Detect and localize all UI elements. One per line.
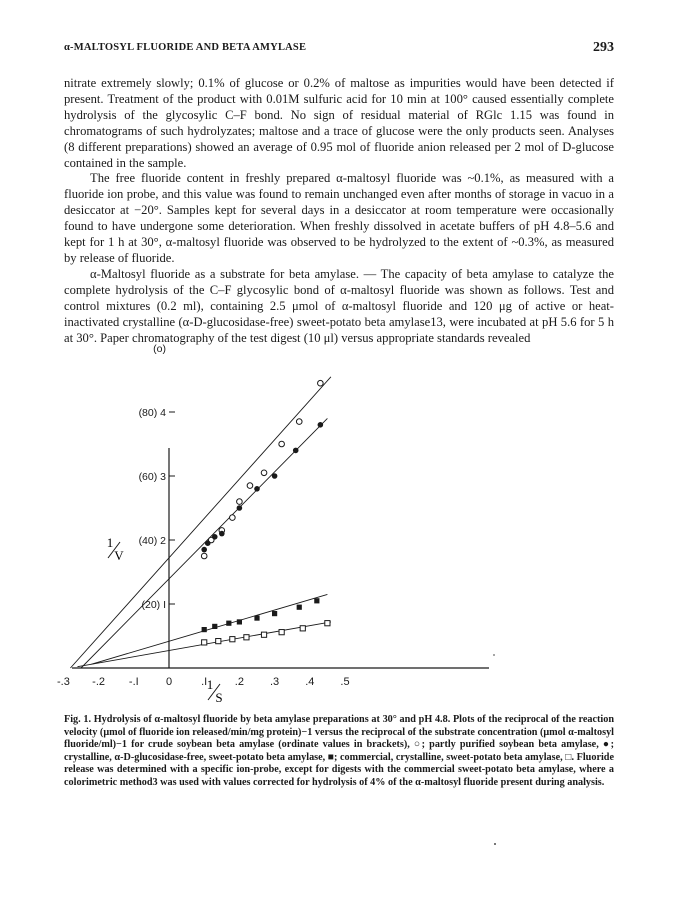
point-open-circle	[247, 483, 253, 489]
y-tick-label: (60) 3	[138, 471, 166, 483]
x-tick-label: -.I	[128, 676, 139, 688]
x-axis-label	[207, 677, 223, 705]
point-filled-circle	[318, 422, 324, 428]
point-open-square	[216, 639, 221, 644]
point-open-square	[244, 635, 249, 640]
paragraph-3: α-Maltosyl fluoride as a substrate for beta amylase. — The capacity of beta amylase to catalyze the complete hydrolysis of the C–F glycosylic bond of α-maltosyl fluoride was shown as follows. Test and control mixtures (0.2 ml), containing 2.5 μmol of α-maltosyl fluoride and 120 μg of active or heat-inactivated crystalline (α-D-glucosidase-free) sweet-potato beta amylase13, were incubated at pH 5.6 for 5 h at 30°. Paper chromatography of the test digest (10 μl) versus appropriate standards revealed	[64, 266, 614, 345]
y-tick-label: (80) 4	[138, 407, 166, 419]
x-tick-label: .3	[270, 676, 280, 688]
point-filled-circle	[201, 547, 207, 553]
paragraph-2: The free fluoride content in freshly prepared α-maltosyl fluoride was ~0.1%, as measured with a fluoride ion probe, and this value was found to remain unchanged even after months of storage in vacuo in a desiccator at −20°. Samples kept for several days in a desiccator at room temperature were occasionally found to have undergone some deterioration. When freshly dissolved in acetate buffers of pH 4.8–5.6 and kept for 1 h at 30°, α-maltosyl fluoride was observed to be hydrolyzed to the extent of ~0.3%, as measured by release of fluoride.	[64, 171, 614, 265]
point-open-square	[325, 621, 330, 626]
chart-labels	[57, 343, 350, 705]
fit-line-1	[70, 377, 330, 668]
point-filled-circle	[212, 534, 218, 540]
running-header	[64, 42, 614, 60]
point-open-square	[202, 640, 207, 645]
point-filled-square	[237, 619, 242, 624]
point-filled-square	[314, 598, 319, 603]
x-tick-label: 0	[165, 676, 173, 688]
point-filled-square	[254, 615, 259, 620]
point-filled-circle	[293, 448, 299, 454]
x-tick-label: -.3	[56, 676, 70, 688]
point-open-square	[261, 632, 266, 637]
point-filled-circle	[219, 531, 225, 537]
x-tick-label: -.2	[92, 676, 106, 688]
x-axis-label-den: S	[215, 690, 223, 705]
point-open-circle	[261, 470, 267, 476]
figure-1	[56, 343, 614, 712]
y-axis-label-den: V	[114, 548, 124, 563]
y-axis-label-num: 1	[106, 535, 114, 550]
point-open-circle	[201, 553, 207, 559]
y-tick-label: (o)	[153, 343, 166, 355]
lineweaver-burk-plot	[56, 343, 614, 712]
speck-mark	[494, 843, 496, 845]
point-filled-square	[272, 611, 277, 616]
chart-fit-lines	[70, 377, 330, 668]
point-filled-circle	[237, 505, 243, 511]
x-tick-label: .2	[234, 676, 244, 688]
page-number: 293	[593, 40, 614, 55]
point-filled-square	[212, 624, 217, 629]
y-axis-label	[107, 535, 125, 563]
point-open-circle	[296, 419, 302, 425]
speck-dot	[493, 654, 495, 656]
point-open-square	[279, 630, 284, 635]
running-title: α-MALTOSYL FLUORIDE AND BETA AMYLASE	[64, 42, 307, 53]
chart-points	[201, 380, 330, 645]
body-text	[64, 76, 614, 346]
point-open-circle	[318, 380, 324, 386]
point-filled-circle	[254, 486, 260, 492]
y-tick-label: (40) 2	[138, 535, 166, 547]
paragraph-1: nitrate extremely slowly; 0.1% of glucose or 0.2% of maltose as impurities would have been detected if present. Treatment of the product with 0.01M sulfuric acid for 10 min at 100° caused essentially complete hydrolysis of the glycosylic C–F bond. No sign of residual material of RGlc 1.15 was found in chromatograms of such hydrolyzates; maltose and a trace of glucose were the only products seen. Analyses (8 different preparations) showed an average of 0.95 mol of fluoride anion released per 2 mol of D-glucose contained in the sample.	[64, 76, 614, 170]
point-open-square	[230, 637, 235, 642]
point-filled-square	[297, 605, 302, 610]
point-open-square	[300, 626, 305, 631]
caption-text: Fig. 1. Hydrolysis of α-maltosyl fluoride by beta amylase preparations at 30° and pH 4.8. Plots of the reciprocal of the reaction velocity (μmol of fluoride ion released/min/mg protein)−1 versus the reciprocal of the substrate concentration (μmol α-maltosyl fluoride/ml)−1 for crude soybean beta amylase (ordinate values in brackets), ○; partly purified soybean beta amylase, ●; crystalline, α-D-glucosidase-free, sweet-potato beta amylase, ■; commercial, crystalline, sweet-potato beta amylase, □. Fluoride release was determined with a specific ion-probe, except for digests with the commercial sweet-potato beta amylase, where a colorimetric method3 was used with values corrected for hydrolysis of 4% of the α-maltosyl fluoride present during analysis.	[64, 714, 614, 788]
x-tick-label: .I	[201, 676, 208, 688]
x-tick-label: .4	[305, 676, 315, 688]
x-tick-label: .5	[340, 676, 350, 688]
point-open-circle	[279, 441, 285, 447]
point-open-circle	[230, 515, 236, 521]
point-open-circle	[237, 499, 243, 505]
x-axis-label-num: 1	[206, 677, 214, 692]
point-filled-square	[202, 627, 207, 632]
point-filled-square	[226, 621, 231, 626]
figure-caption	[64, 714, 614, 790]
y-tick-label: (20) I	[141, 599, 166, 611]
point-filled-circle	[205, 540, 211, 546]
point-filled-circle	[272, 473, 278, 479]
